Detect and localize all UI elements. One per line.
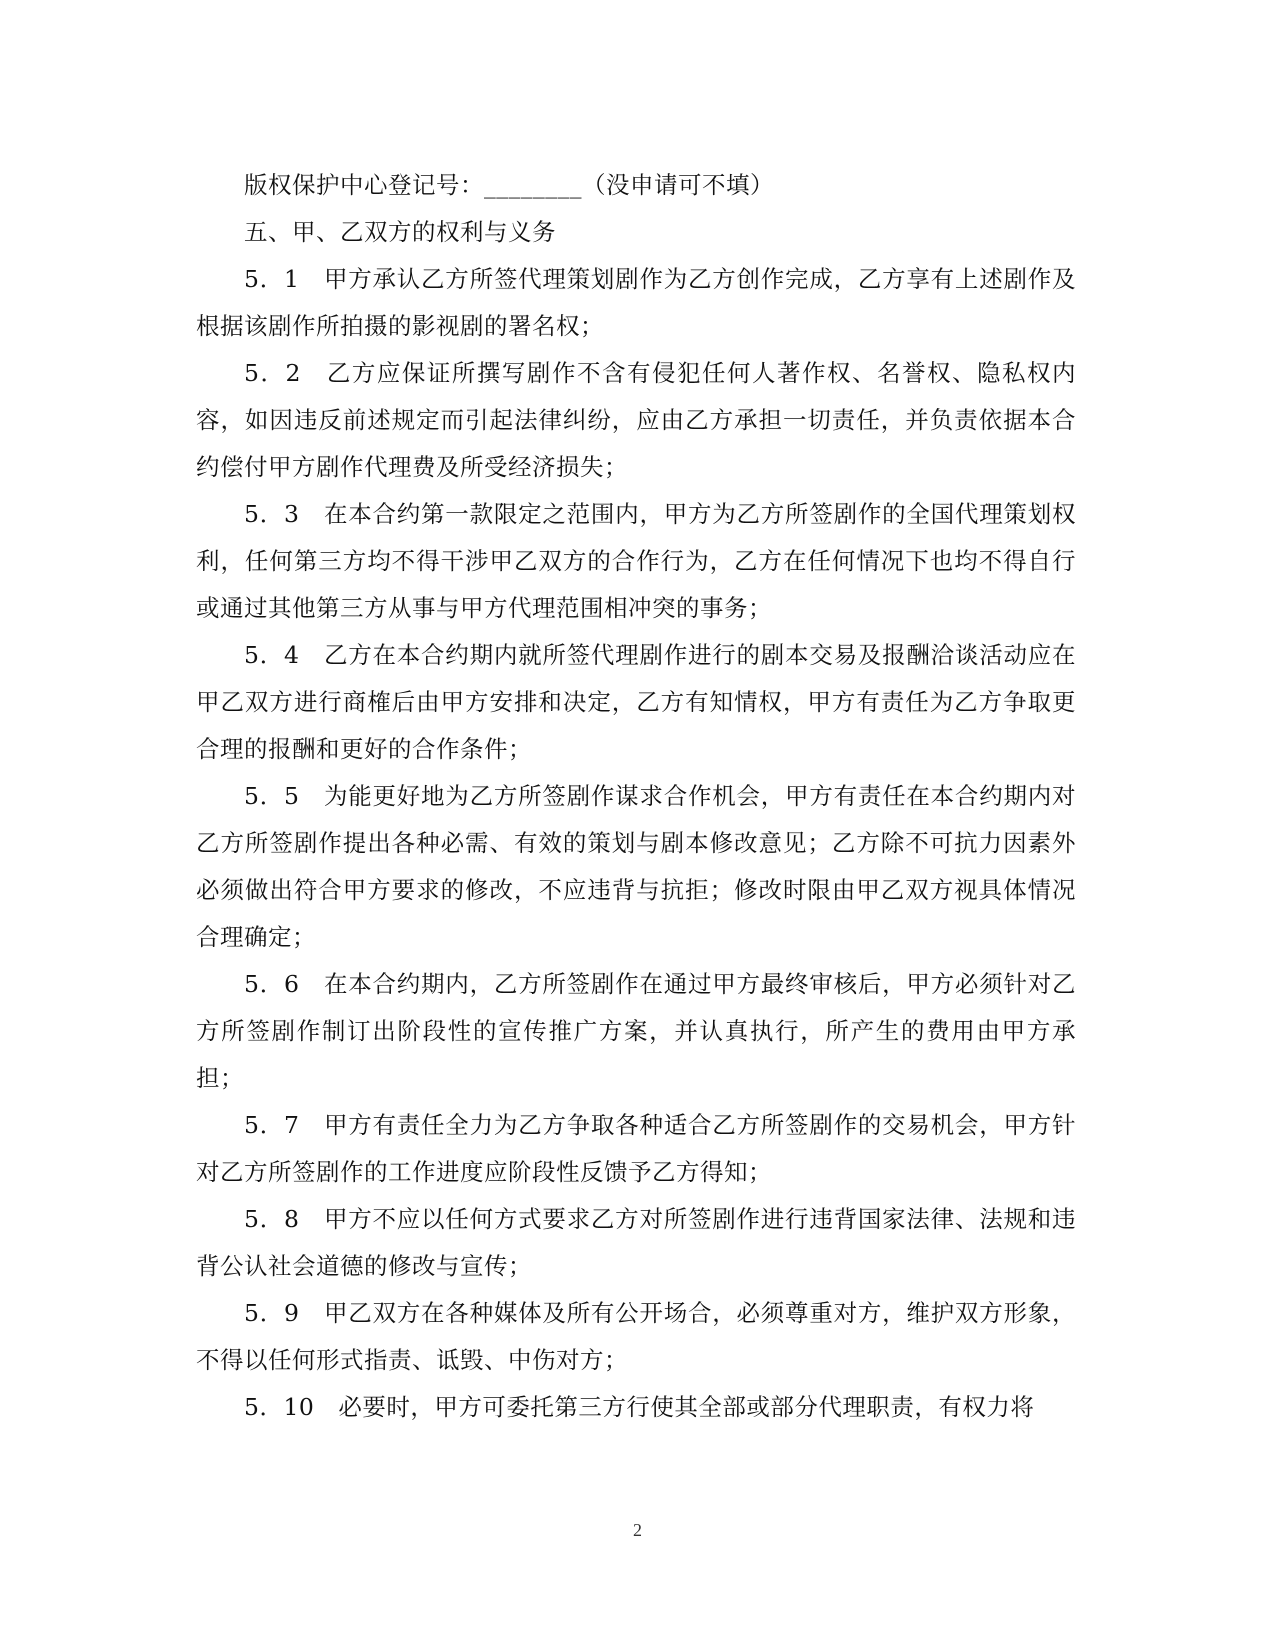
clause-5-7: 5．7 甲方有责任全力为乙方争取各种适合乙方所签剧作的交易机会，甲方针对乙方所签剧作的工作进度应阶段性反馈予乙方得知； <box>196 1111 1076 1186</box>
clause-5-4: 5．4 乙方在本合约期内就所签代理剧作进行的剧本交易及报酬洽谈活动应在甲乙双方进行商榷后由甲方安排和决定，乙方有知情权，甲方有责任为乙方争取更合理的报酬和更好的合作条件； <box>196 641 1076 763</box>
clause-5-6: 5．6 在本合约期内，乙方所签剧作在通过甲方最终审核后，甲方必须针对乙方所签剧作制订出阶段性的宣传推广方案，并认真执行，所产生的费用由甲方承担； <box>196 970 1076 1092</box>
document-body <box>196 162 1076 1431</box>
clause-5-2: 5．2 乙方应保证所撰写剧作不含有侵犯任何人著作权、名誉权、隐私权内容，如因违反前述规定而引起法律纠纷，应由乙方承担一切责任，并负责依据本合约偿付甲方剧作代理费及所受经济损失； <box>196 359 1076 481</box>
page-number: 2 <box>633 1520 642 1540</box>
section-heading: 五、甲、乙双方的权利与义务 <box>244 218 556 246</box>
registration-number-line: 版权保护中心登记号：________（没申请可不填） <box>244 171 774 199</box>
clause-5-9: 5．9 甲乙双方在各种媒体及所有公开场合，必须尊重对方，维护双方形象，不得以任何形式指责、诋毁、中伤对方； <box>196 1299 1076 1374</box>
clause-5-1: 5．1 甲方承认乙方所签代理策划剧作为乙方创作完成，乙方享有上述剧作及根据该剧作所拍摄的影视剧的署名权； <box>196 265 1076 340</box>
clause-5-8: 5．8 甲方不应以任何方式要求乙方对所签剧作进行违背国家法律、法规和违背公认社会道德的修改与宣传； <box>196 1205 1076 1280</box>
clause-5-3: 5．3 在本合约第一款限定之范围内，甲方为乙方所签剧作的全国代理策划权利，任何第三方均不得干涉甲乙双方的合作行为，乙方在任何情况下也均不得自行或通过其他第三方从事与甲方代理范围相冲突的事务； <box>196 500 1076 622</box>
clause-5-10: 5．10 必要时，甲方可委托第三方行使其全部或部分代理职责，有权力将 <box>244 1393 1035 1421</box>
clause-5-5: 5．5 为能更好地为乙方所签剧作谋求合作机会，甲方有责任在本合约期内对乙方所签剧作提出各种必需、有效的策划与剧本修改意见；乙方除不可抗力因素外必须做出符合甲方要求的修改，不应违背与抗拒；修改时限由甲乙双方视具体情况合理确定； <box>196 782 1076 951</box>
